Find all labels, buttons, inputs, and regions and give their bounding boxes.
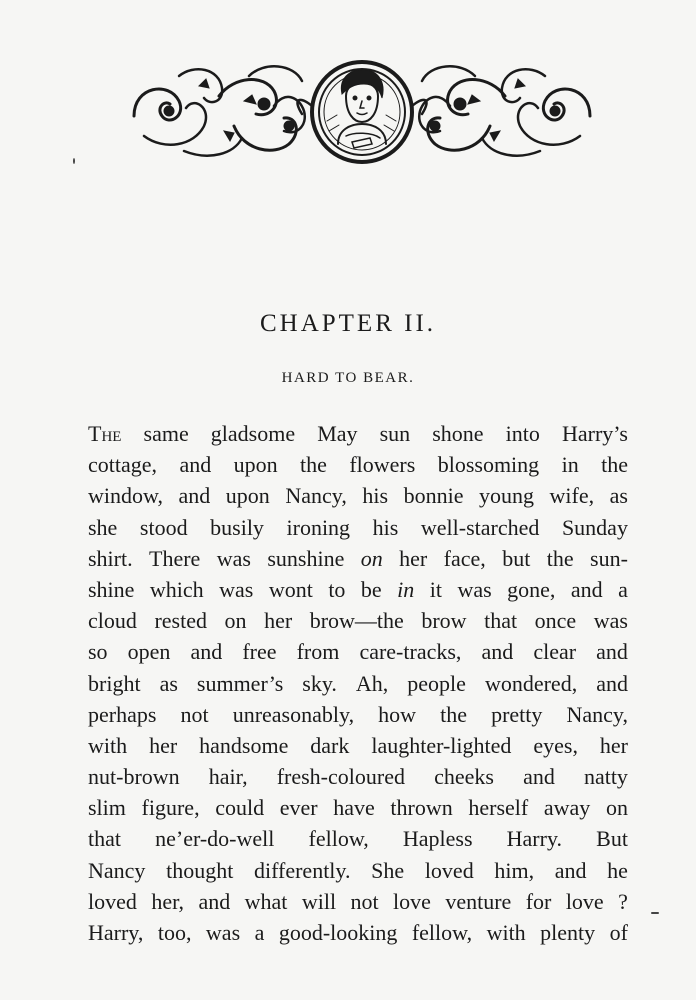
text-line: window, and upon Nancy, his bonnie young wife, as bbox=[88, 483, 628, 509]
chapter-title: CHAPTER II. bbox=[259, 310, 437, 337]
text-line: Harry, too, was a good-looking fellow, with plenty of bbox=[88, 920, 628, 945]
chapter-body-text bbox=[88, 418, 628, 948]
print-speck bbox=[73, 158, 75, 164]
text-line: with her handsome dark laughter-lighted eyes, her bbox=[88, 732, 628, 758]
text-line: shirt. There was sunshine on her face, but the sun- bbox=[88, 545, 628, 571]
text-line: loved her, and what will not love venture for love ? bbox=[88, 888, 628, 914]
text-line: perhaps not unreasonably, how the pretty Nancy, bbox=[88, 701, 628, 727]
text-line: cottage, and upon the flowers blossoming in the bbox=[88, 452, 628, 478]
decorative-headpiece-ornament bbox=[124, 56, 600, 168]
text-line: shine which was wont to be in it was gone, and a bbox=[88, 576, 628, 602]
print-speck bbox=[651, 912, 659, 914]
text-line: Nancy thought differently. She loved him, and he bbox=[88, 857, 628, 883]
text-line: so open and free from care-tracks, and clear and bbox=[88, 639, 628, 665]
text-line: The same gladsome May sun shone into Harry’s bbox=[88, 421, 628, 446]
chapter-subtitle: HARD TO BEAR. bbox=[281, 370, 415, 386]
text-line: cloud rested on her brow—the brow that once was bbox=[88, 608, 628, 634]
text-line: that ne’er-do-well fellow, Hapless Harry. But bbox=[88, 826, 628, 852]
text-line: she stood busily ironing his well-starched Sunday bbox=[88, 514, 628, 540]
text-line: nut-brown hair, fresh-coloured cheeks and natty bbox=[88, 764, 628, 790]
text-line: slim figure, could ever have thrown herself away on bbox=[88, 795, 628, 821]
text-line: bright as summer’s sky. Ah, people wondered, and bbox=[88, 670, 628, 696]
